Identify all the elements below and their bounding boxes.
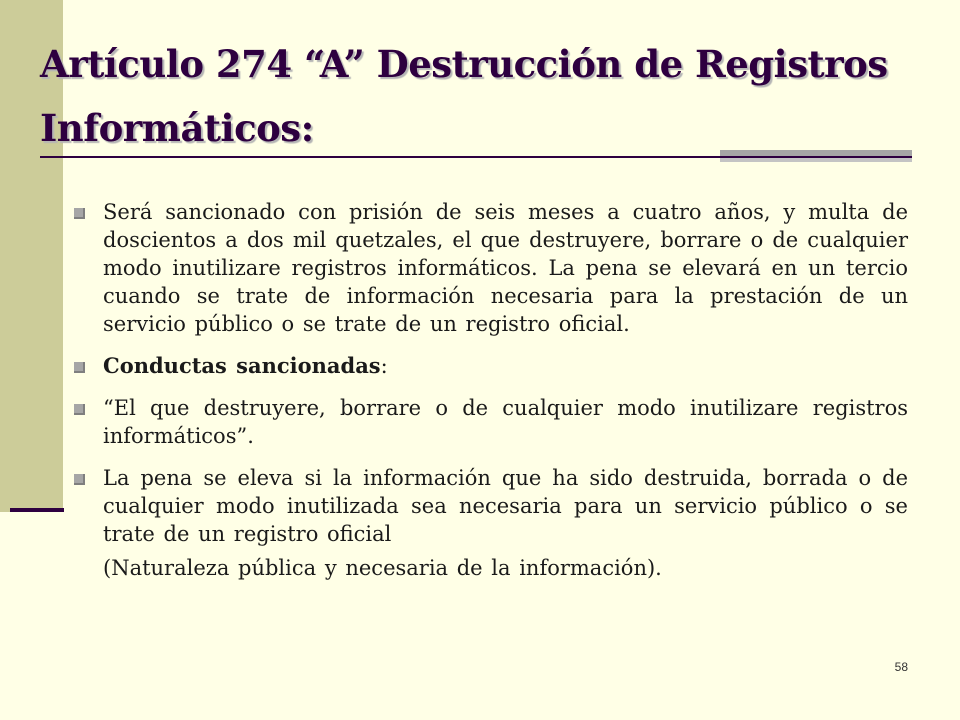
square-bullet-icon	[74, 404, 85, 415]
bullet-text: “El que destruyere, borrare o de cualquier modo inutilizare registros informáticos”.	[103, 396, 908, 448]
bullet-text: La pena se eleva si la información que ha sido destruida, borrada o de cualquier modo inutilizada sea necesaria para un servicio público o se trate de un registro oficial	[103, 466, 908, 546]
bullet-text-tail: (Naturaleza pública y necesaria de la información).	[103, 556, 662, 580]
bullet-label: Conductas sancionadas	[103, 353, 381, 378]
square-bullet-icon	[74, 362, 85, 373]
bullet-item-conducts	[70, 352, 908, 380]
bullet-text: Será sancionado con prisión de seis meses a cuatro años, y multa de doscientos a dos mil quetzales, el que destruyere, borrare o de cualquier modo inutilizare registros informáticos. La pena se elevará en un tercio cuando se trate de información necesaria para la prestación de un servicio público o se trate de un registro oficial.	[103, 200, 908, 336]
title-underline	[40, 156, 912, 158]
bullet-item-quote	[70, 394, 908, 450]
slide-title: Artículo 274 “A” Destrucción de Registros Informáticos:	[40, 42, 888, 150]
bullet-list	[70, 198, 908, 596]
square-bullet-icon	[74, 474, 85, 485]
side-accent-tick	[10, 508, 64, 512]
bullet-label-suffix: :	[380, 354, 388, 378]
page-number: 58	[894, 660, 908, 674]
bullet-item-aggravation	[70, 464, 908, 582]
title-accent-shadow	[720, 158, 912, 162]
square-bullet-icon	[74, 208, 85, 219]
bullet-item-penalty	[70, 198, 908, 338]
